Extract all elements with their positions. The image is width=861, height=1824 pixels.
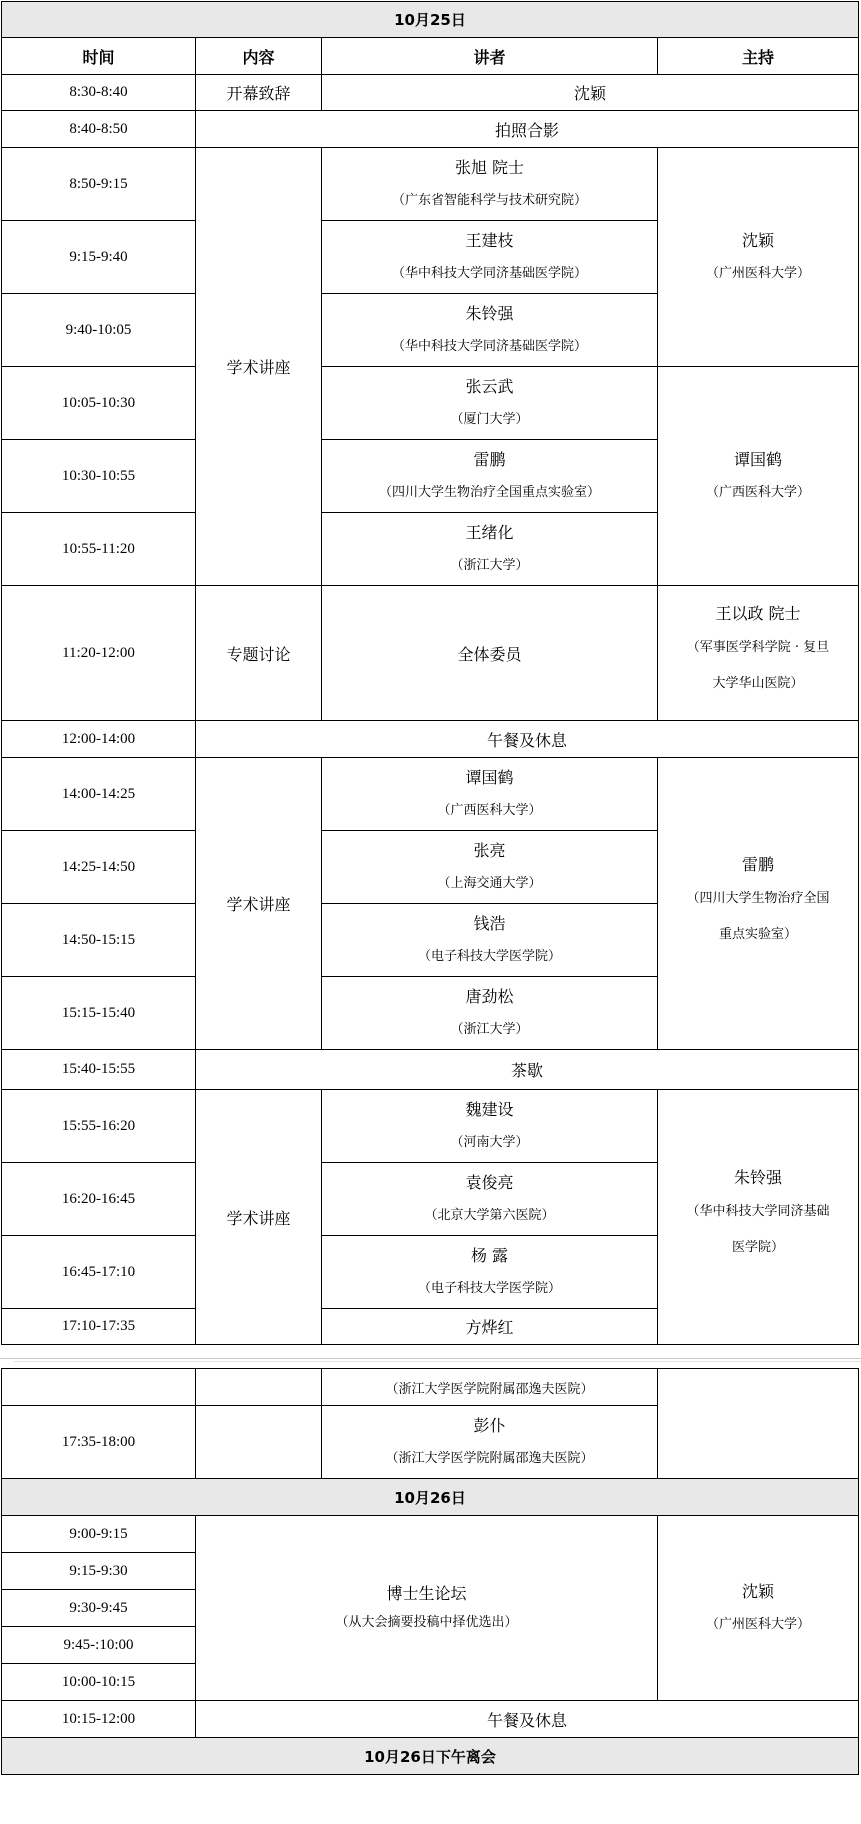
time-cell: 8:50-9:15 [2,148,196,221]
speaker-affiliation: （北京大学第六医院） [424,1208,555,1223]
time-cell: 15:40-15:55 [2,1050,196,1090]
speaker-cell [322,758,658,831]
content-cell [196,1369,322,1406]
speaker-affiliation: （上海交通大学） [437,876,542,891]
speaker-cell [322,831,658,904]
content-cell: 学术讲座 [196,1090,322,1345]
time-cell: 11:20-12:00 [2,586,196,721]
speaker-name: 王绪化 [465,523,514,542]
time-cell: 14:50-15:15 [2,904,196,977]
host-name: 王以政 院士 [715,604,801,623]
content-cell: 开幕致辞 [196,75,322,111]
speaker-name: 谭国鹤 [465,768,514,787]
speaker-cell [322,1406,658,1479]
host-affiliation: （广西医科大学） [705,485,810,500]
speaker-cell [322,440,658,513]
time-cell: 9:15-9:40 [2,221,196,294]
host-name: 沈颖 [741,231,774,250]
time-cell: 10:15-12:00 [2,1701,196,1738]
content-cell: 学术讲座 [196,148,322,586]
speaker-name: 钱浩 [473,914,506,933]
host-cell [658,148,859,367]
schedule-table-continued [1,1368,859,1775]
time-cell: 10:55-11:20 [2,513,196,586]
time-cell: 8:40-8:50 [2,111,196,148]
speaker-name: 张旭 院士 [454,158,525,177]
host-cell [658,1090,859,1345]
header-time: 时间 [2,38,196,75]
time-cell: 16:20-16:45 [2,1163,196,1236]
speaker-cell [322,148,658,221]
speaker-affiliation: （四川大学生物治疗全国重点实验室） [378,485,600,500]
host-affiliation: （四川大学生物治疗全国 [686,890,830,906]
speaker-affiliation: （电子科技大学医学院） [417,949,561,964]
content-cell: 午餐及休息 [196,721,859,758]
content-cell: 专题讨论 [196,586,322,721]
host-cell [658,586,859,721]
speaker-affiliation: （华中科技大学同济基础医学院） [391,339,587,354]
time-cell: 14:25-14:50 [2,831,196,904]
speaker-name: 魏建设 [465,1100,514,1119]
host-affiliation: 重点实验室） [718,926,797,942]
speaker-name: 王建枝 [465,231,514,250]
speaker-affiliation: （河南大学） [450,1135,529,1150]
time-cell: 9:15-9:30 [2,1553,196,1590]
host-cell [658,367,859,586]
time-cell: 9:45-:10:00 [2,1627,196,1664]
host-cell [658,1516,859,1701]
page-break [0,1348,861,1368]
phd-forum-note: （从大会摘要投稿中择优选出） [335,1615,518,1630]
speaker-cell: 沈颖 [322,75,859,111]
speaker-name: 方烨红 [322,1309,658,1345]
time-cell: 10:00-10:15 [2,1664,196,1701]
page-break-line [14,1361,861,1362]
content-cell: 学术讲座 [196,758,322,1050]
content-cell: 茶歇 [196,1050,859,1090]
speaker-name: 杨 露 [470,1246,509,1265]
speaker-affiliation: （广西医科大学） [437,803,542,818]
time-cell: 9:40-10:05 [2,294,196,367]
header-speaker: 讲者 [322,38,658,75]
header-content: 内容 [196,38,322,75]
speaker-cell [322,1163,658,1236]
day-title: 10月25日 [2,2,859,38]
host-name: 朱铃强 [733,1168,782,1187]
speaker-affiliation: （浙江大学医学院附属邵逸夫医院） [385,1451,594,1466]
host-affiliation: 大学华山医院） [712,676,804,691]
content-cell: 拍照合影 [196,111,859,148]
speaker-name: 彭仆 [473,1416,506,1435]
speaker-affiliation: （厦门大学） [450,412,529,427]
content-cell: 午餐及休息 [196,1701,859,1738]
speaker-cell [322,221,658,294]
time-cell [2,1369,196,1406]
host-name: 沈颖 [741,1582,774,1601]
phd-forum-cell [196,1516,658,1701]
speaker-affiliation: （浙江大学） [450,1022,529,1037]
time-cell: 17:10-17:35 [2,1309,196,1345]
time-cell: 8:30-8:40 [2,75,196,111]
speaker-cell [322,367,658,440]
speaker-name: 袁俊亮 [465,1173,514,1192]
host-name: 谭国鹤 [733,450,782,469]
speaker-name: 张云武 [465,377,514,396]
time-cell: 15:15-15:40 [2,977,196,1050]
speaker-affiliation: （华中科技大学同济基础医学院） [391,266,587,281]
speaker-affiliation: （浙江大学） [450,558,529,573]
host-affiliation: （广州医科大学） [705,266,810,281]
speaker-name: 朱铃强 [465,304,514,323]
host-affiliation: （广州医科大学） [705,1617,810,1632]
host-affiliation: （华中科技大学同济基础 [686,1204,830,1219]
speaker-cell [322,513,658,586]
phd-forum-title: 博士生论坛 [386,1584,467,1603]
speaker-cell: 全体委员 [322,586,658,721]
speaker-affiliation: （电子科技大学医学院） [417,1281,561,1296]
speaker-cell [322,294,658,367]
time-cell: 10:30-10:55 [2,440,196,513]
host-name: 雷鹏 [741,854,774,874]
time-cell: 10:05-10:30 [2,367,196,440]
time-cell: 9:30-9:45 [2,1590,196,1627]
header-host: 主持 [658,38,859,75]
time-cell: 17:35-18:00 [2,1406,196,1479]
closing-title: 10月26日下午离会 [2,1738,859,1775]
speaker-cell [322,977,658,1050]
host-affiliation: （军事医学科学院 · 复旦 [686,640,830,655]
speaker-affiliation: （浙江大学医学院附属邵逸夫医院） [322,1369,658,1406]
speaker-name: 雷鹏 [473,450,506,469]
time-cell: 9:00-9:15 [2,1516,196,1553]
time-cell: 16:45-17:10 [2,1236,196,1309]
page-break-line [0,1358,861,1359]
time-cell: 14:00-14:25 [2,758,196,831]
speaker-affiliation: （广东省智能科学与技术研究院） [391,193,587,208]
speaker-cell [322,1236,658,1309]
time-cell: 15:55-16:20 [2,1090,196,1163]
speaker-cell [322,1090,658,1163]
speaker-name: 张亮 [473,841,506,860]
content-cell [196,1406,322,1479]
host-affiliation: 医学院） [731,1240,784,1255]
host-cell [658,1369,859,1479]
time-cell: 12:00-14:00 [2,721,196,758]
speaker-cell [322,904,658,977]
schedule-table-day1 [1,1,859,1345]
day-title: 10月26日 [2,1479,859,1516]
speaker-name: 唐劲松 [465,987,514,1006]
host-cell [658,758,859,1050]
